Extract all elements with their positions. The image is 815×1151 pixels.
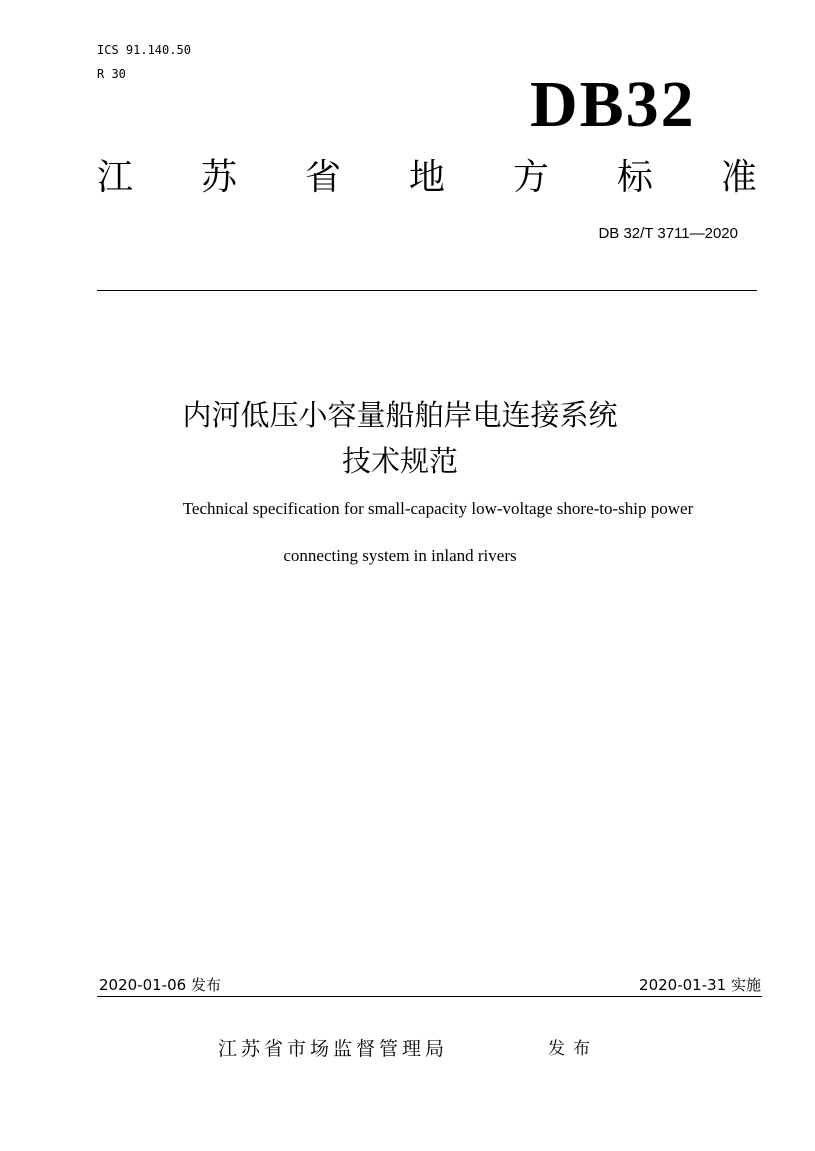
standard-class-char: 准: [720, 157, 757, 198]
title-chinese-line1: 内河低压小容量船舶岸电连接系统: [182, 398, 618, 432]
issue-date: 2020-01-06 发布: [99, 976, 221, 994]
issuer-name: 江苏省市场监督管理局: [218, 1038, 449, 1060]
standard-class-char: 苏: [200, 157, 237, 198]
standard-class-char: 方: [512, 157, 549, 198]
implementation-date: 2020-01-31 实施: [639, 976, 761, 994]
standard-class-char: 江: [97, 157, 134, 198]
title-english-line2: connecting system in inland rivers: [283, 546, 517, 565]
ics-code: ICS 91.140.50: [97, 43, 191, 57]
issuer-action: 发布: [548, 1039, 598, 1059]
standard-class-char: 省: [304, 157, 341, 198]
title-chinese: [100, 392, 700, 484]
standard-class-char: 地: [408, 157, 445, 198]
standard-class-char: 标: [616, 157, 653, 198]
header-divider: [97, 290, 757, 291]
title-chinese-line2: 技术规范: [341, 444, 458, 478]
standard-number: DB 32/T 3711—2020: [598, 225, 738, 242]
title-english-line1: Technical specification for small-capacity low-voltage shore-to-ship power: [182, 499, 694, 518]
standard-class: [97, 152, 757, 204]
ccs-code: R 30: [97, 67, 126, 81]
db32-logo: DB32: [530, 68, 696, 141]
footer-divider: [97, 996, 762, 997]
